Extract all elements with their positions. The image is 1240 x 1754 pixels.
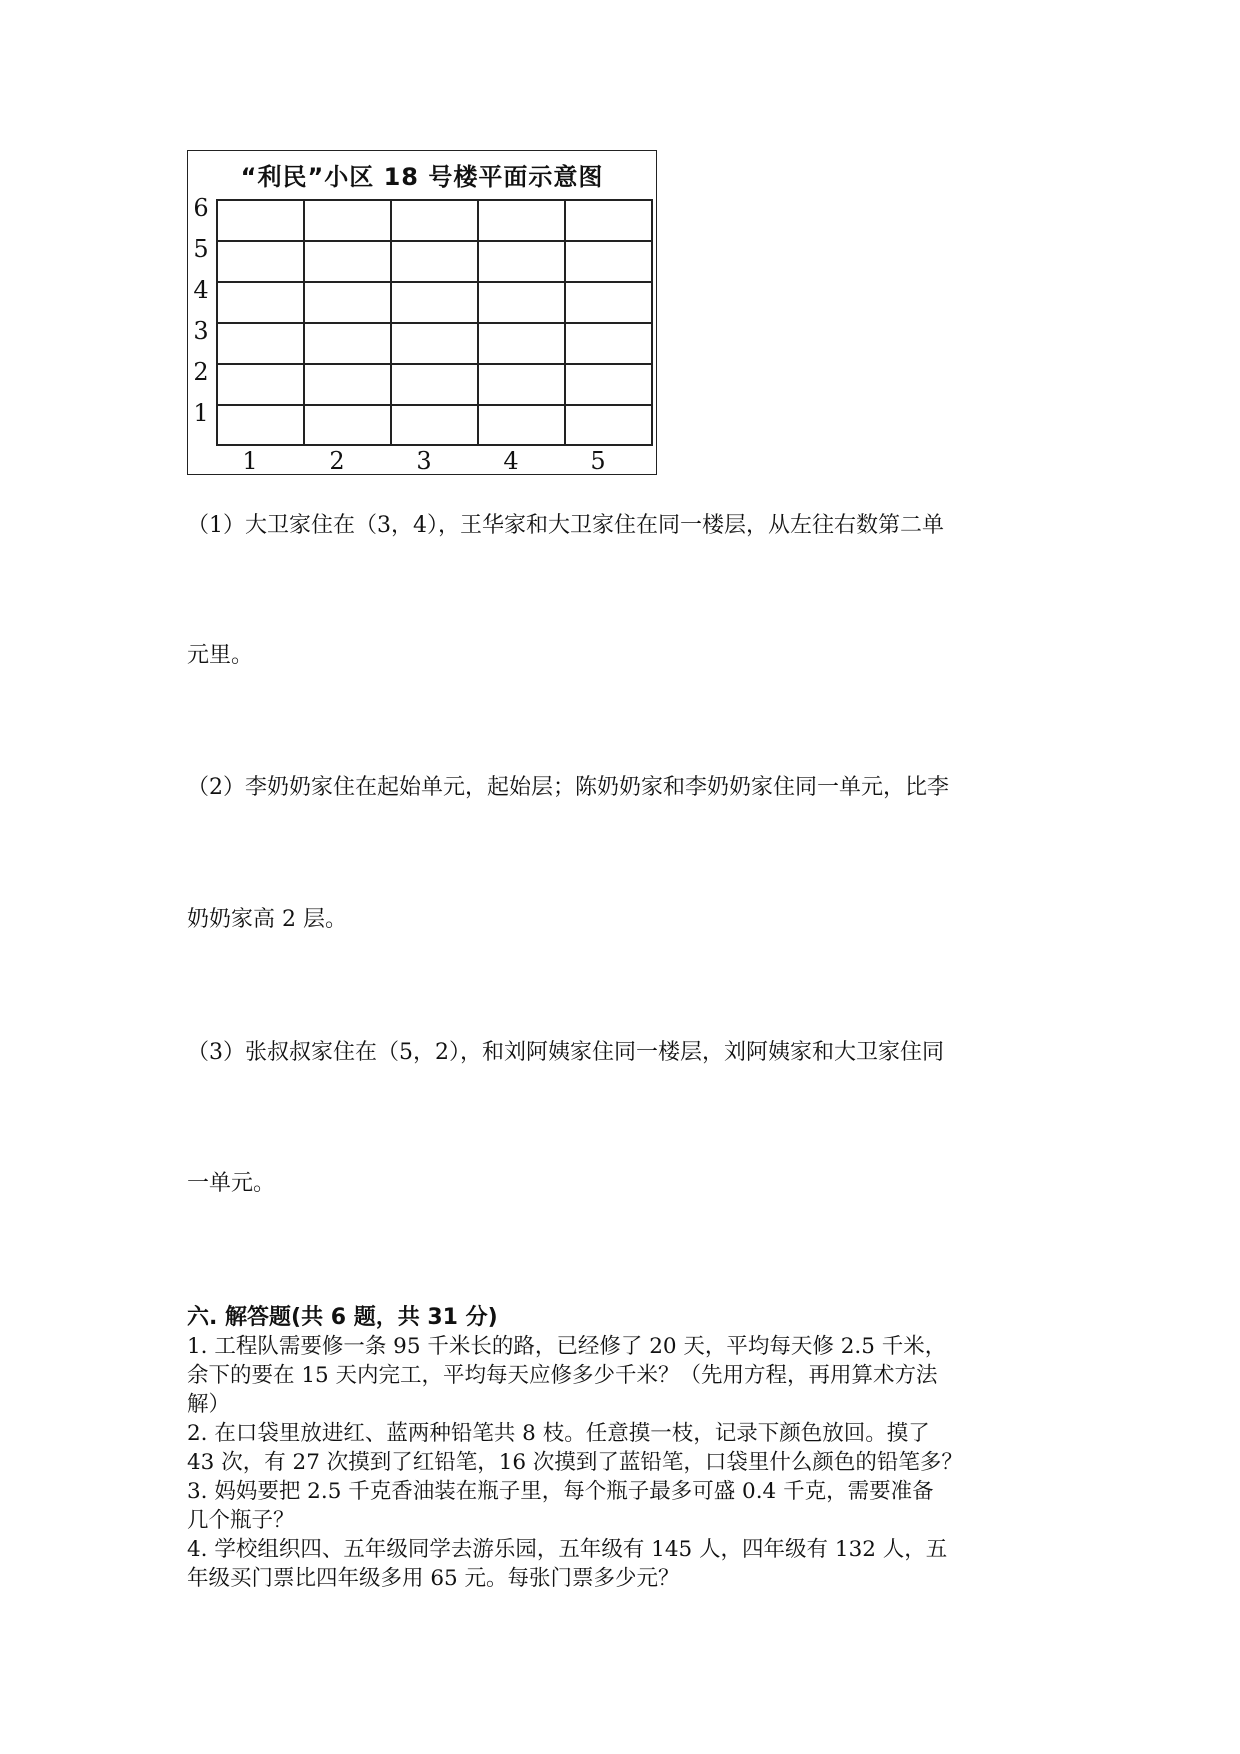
question-3-line-1: （3）张叔叔家住在（5，2），和刘阿姨家住同一楼层，刘阿姨家和大卫家住同	[187, 1040, 944, 1065]
y-label-2: 2	[193, 358, 209, 386]
y-label-4: 4	[193, 276, 209, 304]
answer-question-line: 43 次，有 27 次摸到了红铅笔，16 次摸到了蓝铅笔，口袋里什么颜色的铅笔多？	[187, 1450, 963, 1475]
x-label-5: 5	[590, 447, 606, 475]
question-1-line-1: （1）大卫家住在（3，4），王华家和大卫家住在同一楼层，从左往右数第二单	[187, 513, 944, 538]
floor-grid	[216, 199, 653, 446]
y-label-6: 6	[193, 194, 209, 222]
x-label-2: 2	[329, 447, 345, 475]
section-title: 六. 解答题(共 6 题，共 31 分)	[187, 1305, 498, 1330]
y-label-5: 5	[193, 235, 209, 263]
building-floor-plan-figure	[187, 150, 657, 475]
y-label-3: 3	[193, 317, 209, 345]
answer-question-line: 余下的要在 15 天内完工，平均每天应修多少千米？（先用方程，再用算术方法	[187, 1363, 938, 1388]
figure-title: “利民”小区 18 号楼平面示意图	[240, 163, 604, 191]
x-label-4: 4	[503, 447, 519, 475]
answer-question-line: 年级买门票比四年级多用 65 元。每张门票多少元？	[187, 1566, 680, 1591]
answer-question-line: 解）	[187, 1392, 231, 1417]
answer-question-line: 几个瓶子？	[187, 1508, 295, 1533]
answer-question-line: 4. 学校组织四、五年级同学去游乐园，五年级有 145 人，四年级有 132 人，五	[187, 1537, 948, 1562]
question-3-line-2: 一单元。	[187, 1171, 276, 1196]
floor-grid-lines	[216, 199, 653, 446]
question-2-line-2: 奶奶家高 2 层。	[187, 907, 347, 932]
y-label-1: 1	[193, 399, 209, 427]
x-label-1: 1	[242, 447, 258, 475]
question-1-line-2: 元里。	[187, 643, 254, 668]
answer-question-line: 2. 在口袋里放进红、蓝两种铅笔共 8 枝。任意摸一枝，记录下颜色放回。摸了	[187, 1421, 930, 1446]
answer-question-line: 3. 妈妈要把 2.5 千克香油装在瓶子里，每个瓶子最多可盛 0.4 千克，需要准备	[187, 1479, 934, 1504]
question-2-line-1: （2）李奶奶家住在起始单元，起始层；陈奶奶家和李奶奶家住同一单元，比李	[187, 775, 949, 800]
answer-question-line: 1. 工程队需要修一条 95 千米长的路，已经修了 20 天，平均每天修 2.5 千米，	[187, 1334, 947, 1359]
x-label-3: 3	[416, 447, 432, 475]
